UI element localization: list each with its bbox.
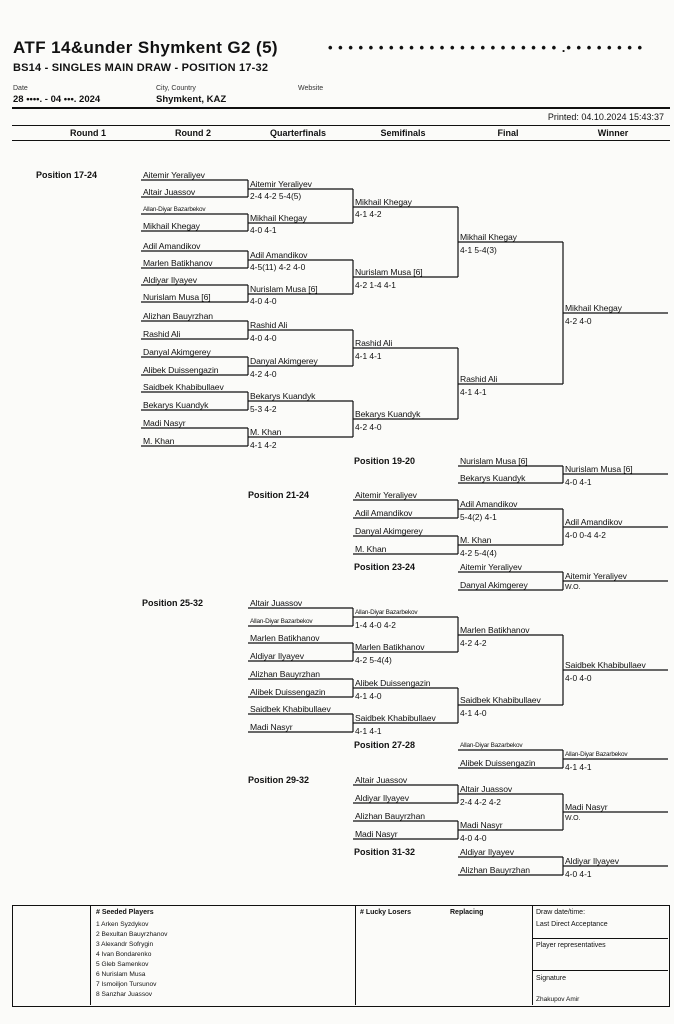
p25-32-entry: Allan-Diyar Bazarbekov: [250, 618, 313, 625]
p25-32-r2-winner: Allan-Diyar Bazarbekov: [355, 609, 418, 616]
champion-name: Mikhail Khegay: [565, 303, 622, 313]
p21-24-winner: Adil Amandikov: [565, 517, 623, 527]
r1-entry: Rashid Ali: [143, 329, 181, 339]
p21-24-r1-score: 5-4(2) 4-1: [460, 512, 497, 522]
seeded-player: 8 Sanzhar Juassov: [96, 991, 153, 998]
qf-winner: Mikhail Khegay: [355, 197, 412, 207]
r2-winner: Mikhail Khegay: [250, 213, 307, 223]
position-19-20-label: Position 19-20: [354, 456, 416, 466]
col-round1: Round 1: [70, 128, 106, 138]
replacing-header: Replacing: [450, 909, 484, 916]
seeded-player: 6 Nurislam Musa: [96, 971, 146, 978]
qf-score: 4-1 4-2: [355, 209, 382, 219]
p21-24-score: 4-0 0-4 4-2: [565, 530, 606, 540]
p21-24-entry: M. Khan: [355, 544, 387, 554]
p25-32-r2-winner: Alibek Duissengazin: [355, 678, 431, 688]
p27-28-entry: Allan-Diyar Bazarbekov: [460, 742, 523, 749]
r1-entry: Madi Nasyr: [143, 418, 186, 428]
p25-32-entry: Saidbek Khabibullaev: [250, 704, 331, 714]
col-quarterfinals: Quarterfinals: [269, 128, 327, 138]
r2-score: 4-0 4-0: [250, 333, 277, 343]
date-value: 28 ••••. - 04 •••. 2024: [13, 94, 101, 105]
p25-32-r2-score: 4-1 4-1: [355, 726, 382, 736]
qf-winner: Nurislam Musa [6]: [355, 267, 423, 277]
draw-date-label: Draw date/time:: [536, 909, 586, 916]
r2-score: 4-0 4-1: [250, 225, 277, 235]
p25-32-entry: Marlen Batikhanov: [250, 633, 320, 643]
p29-32-entry: Aldiyar Ilyayev: [355, 793, 409, 803]
p29-32-entry: Altair Juassov: [355, 775, 408, 785]
p31-32-score: 4-0 4-1: [565, 869, 592, 879]
p25-32-entry: Alibek Duissengazin: [250, 687, 326, 697]
p25-32-sf-score: 4-1 4-0: [460, 708, 487, 718]
lucky-losers-header: # Lucky Losers: [360, 909, 411, 916]
sf-score: 4-1 4-1: [460, 387, 487, 397]
position-25-32-label: Position 25-32: [142, 598, 204, 608]
p25-32-r2-score: 4-2 5-4(4): [355, 655, 392, 665]
seeded-player: 2 Bexultan Bauyrzhanov: [96, 931, 168, 938]
p29-32-r1-score: 4-0 4-0: [460, 833, 487, 843]
page-title: ATF 14&under Shymkent G2 (5): [13, 38, 278, 57]
p27-28-entry: Alibek Duissengazin: [460, 758, 536, 768]
sf-score: 4-1 5-4(3): [460, 245, 497, 255]
p23-24-score: W.O.: [565, 584, 581, 591]
sf-winner: Rashid Ali: [460, 374, 498, 384]
p25-32-entry: Madi Nasyr: [250, 722, 293, 732]
p27-28-score: 4-1 4-1: [565, 762, 592, 772]
position-27-28-label: Position 27-28: [354, 740, 416, 750]
p29-32-r1-winner: Madi Nasyr: [460, 820, 503, 830]
p25-32-sf-winner: Saidbek Khabibullaev: [460, 695, 541, 705]
seeded-player: 4 Ivan Bondarenko: [96, 951, 152, 958]
p25-32-r2-score: 1-4 4-0 4-2: [355, 620, 396, 630]
r2-score: 4-1 4-2: [250, 440, 277, 450]
qf-score: 4-2 1-4 4-1: [355, 280, 396, 290]
p19-20-entry: Bekarys Kuandyk: [460, 473, 526, 483]
signer-name: Zhakupov Amir: [536, 996, 580, 1003]
r2-winner: Bekarys Kuandyk: [250, 391, 316, 401]
last-direct-acceptance-label: Last Direct Acceptance: [536, 921, 608, 928]
p21-24-entry: Adil Amandikov: [355, 508, 413, 518]
footer-divider: [532, 970, 668, 971]
r1-entry: Nurislam Musa [6]: [143, 292, 211, 302]
p19-20-entry: Nurislam Musa [6]: [460, 456, 528, 466]
p23-24-winner: Aitemir Yeraliyev: [565, 571, 627, 581]
p23-24-entry: Aitemir Yeraliyev: [460, 562, 522, 572]
p29-32-entry: Madi Nasyr: [355, 829, 398, 839]
r1-entry: Altair Juassov: [143, 187, 196, 197]
r1-entry: Alibek Duissengazin: [143, 365, 219, 375]
p29-32-score: W.O.: [565, 815, 581, 822]
r2-score: 2-4 4-2 5-4(5): [250, 191, 302, 201]
r1-entry: Aitemir Yeraliyev: [143, 170, 205, 180]
r2-winner: M. Khan: [250, 427, 282, 437]
r1-entry: Alizhan Bauyrzhan: [143, 311, 213, 321]
date-label: Date: [13, 85, 28, 92]
p25-32-sf-winner: Marlen Batikhanov: [460, 625, 530, 635]
seeded-player: 3 Alexandr Sofrygin: [96, 941, 154, 948]
r1-entry: Mikhail Khegay: [143, 221, 200, 231]
footer-divider: [532, 905, 533, 1005]
p25-32-entry: Aldiyar Ilyayev: [250, 651, 304, 661]
col-winner: Winner: [597, 128, 629, 138]
col-final: Final: [497, 128, 519, 138]
r1-entry: Aldiyar Ilyayev: [143, 275, 197, 285]
position-23-24-label: Position 23-24: [354, 562, 416, 572]
p21-24-r1-winner: Adil Amandikov: [460, 499, 518, 509]
p21-24-r1-winner: M. Khan: [460, 535, 492, 545]
p25-32-winner: Saidbek Khabibullaev: [565, 660, 646, 670]
position-29-32-label: Position 29-32: [248, 775, 310, 785]
p31-32-entry: Aldiyar Ilyayev: [460, 847, 514, 857]
p21-24-entry: Danyal Akimgerey: [355, 526, 423, 536]
p27-28-winner: Allan-Diyar Bazarbekov: [565, 751, 628, 758]
p29-32-winner: Madi Nasyr: [565, 802, 608, 812]
seeded-players-header: # Seeded Players: [96, 909, 154, 916]
p29-32-r1-winner: Altair Juassov: [460, 784, 513, 794]
position-31-32-label: Position 31-32: [354, 847, 416, 857]
footer-divider: [532, 938, 668, 939]
seeded-player: 5 Gleb Samenkov: [96, 961, 149, 968]
qf-score: 4-2 4-0: [355, 422, 382, 432]
p31-32-entry: Alizhan Bauyrzhan: [460, 865, 530, 875]
p29-32-r1-score: 2-4 4-2 4-2: [460, 797, 501, 807]
city-label: City, Country: [156, 85, 196, 92]
website-label: Website: [298, 85, 324, 92]
city-value: Shymkent, KAZ: [156, 94, 227, 105]
p25-32-r2-winner: Saidbek Khabibullaev: [355, 713, 436, 723]
r1-entry: Bekarys Kuandyk: [143, 400, 209, 410]
footer-divider: [90, 905, 91, 1005]
p25-32-r2-winner: Marlen Batikhanov: [355, 642, 425, 652]
qf-score: 4-1 4-1: [355, 351, 382, 361]
r1-entry: Saidbek Khabibullaev: [143, 382, 224, 392]
p25-32-sf-score: 4-2 4-2: [460, 638, 487, 648]
r2-winner: Nurislam Musa [6]: [250, 284, 318, 294]
title-dots: • • • • • • • • • • • • • • • • • • • • • • • .• • • • • • • •: [328, 40, 644, 55]
signature-label: Signature: [536, 975, 566, 982]
printed-timestamp: Printed: 04.10.2024 15:43:37: [547, 112, 664, 122]
r2-winner: Rashid Ali: [250, 320, 288, 330]
r1-entry: Marlen Batikhanov: [143, 258, 213, 268]
champion-score: 4-2 4-0: [565, 316, 592, 326]
p25-32-entry: Altair Juassov: [250, 598, 303, 608]
col-semifinals: Semifinals: [380, 128, 426, 138]
seeded-player: 1 Arken Syzdykov: [96, 921, 149, 928]
seeded-player: 7 Ismoiljon Tursunov: [96, 981, 157, 988]
p19-20-score: 4-0 4-1: [565, 477, 592, 487]
p25-32-entry: Alizhan Bauyrzhan: [250, 669, 320, 679]
player-representatives-label: Player representatives: [536, 942, 606, 949]
r2-score: 5-3 4-2: [250, 404, 277, 414]
footer-divider: [355, 905, 356, 1005]
p25-32-score: 4-0 4-0: [565, 673, 592, 683]
r1-entry: Allan-Diyar Bazarbekov: [143, 206, 206, 213]
r2-winner: Danyal Akimgerey: [250, 356, 318, 366]
p31-32-winner: Aldiyar Ilyayev: [565, 856, 619, 866]
p19-20-winner: Nurislam Musa [6]: [565, 464, 633, 474]
r1-entry: M. Khan: [143, 436, 175, 446]
p21-24-entry: Aitemir Yeraliyev: [355, 490, 417, 500]
position-17-24-label: Position 17-24: [36, 170, 98, 180]
r2-score: 4-5(11) 4-2 4-0: [250, 262, 306, 272]
sf-winner: Mikhail Khegay: [460, 232, 517, 242]
r2-score: 4-0 4-0: [250, 296, 277, 306]
p21-24-r1-score: 4-2 5-4(4): [460, 548, 497, 558]
qf-winner: Rashid Ali: [355, 338, 393, 348]
r2-winner: Adil Amandikov: [250, 250, 308, 260]
r1-entry: Danyal Akimgerey: [143, 347, 211, 357]
page-subtitle: BS14 - SINGLES MAIN DRAW - POSITION 17-32: [13, 62, 269, 74]
r2-score: 4-2 4-0: [250, 369, 277, 379]
position-21-24-label: Position 21-24: [248, 490, 310, 500]
r1-entry: Adil Amandikov: [143, 241, 201, 251]
p29-32-entry: Alizhan Bauyrzhan: [355, 811, 425, 821]
col-round2: Round 2: [175, 128, 211, 138]
r2-winner: Aitemir Yeraliyev: [250, 179, 312, 189]
qf-winner: Bekarys Kuandyk: [355, 409, 421, 419]
p23-24-entry: Danyal Akimgerey: [460, 580, 528, 590]
p25-32-r2-score: 4-1 4-0: [355, 691, 382, 701]
